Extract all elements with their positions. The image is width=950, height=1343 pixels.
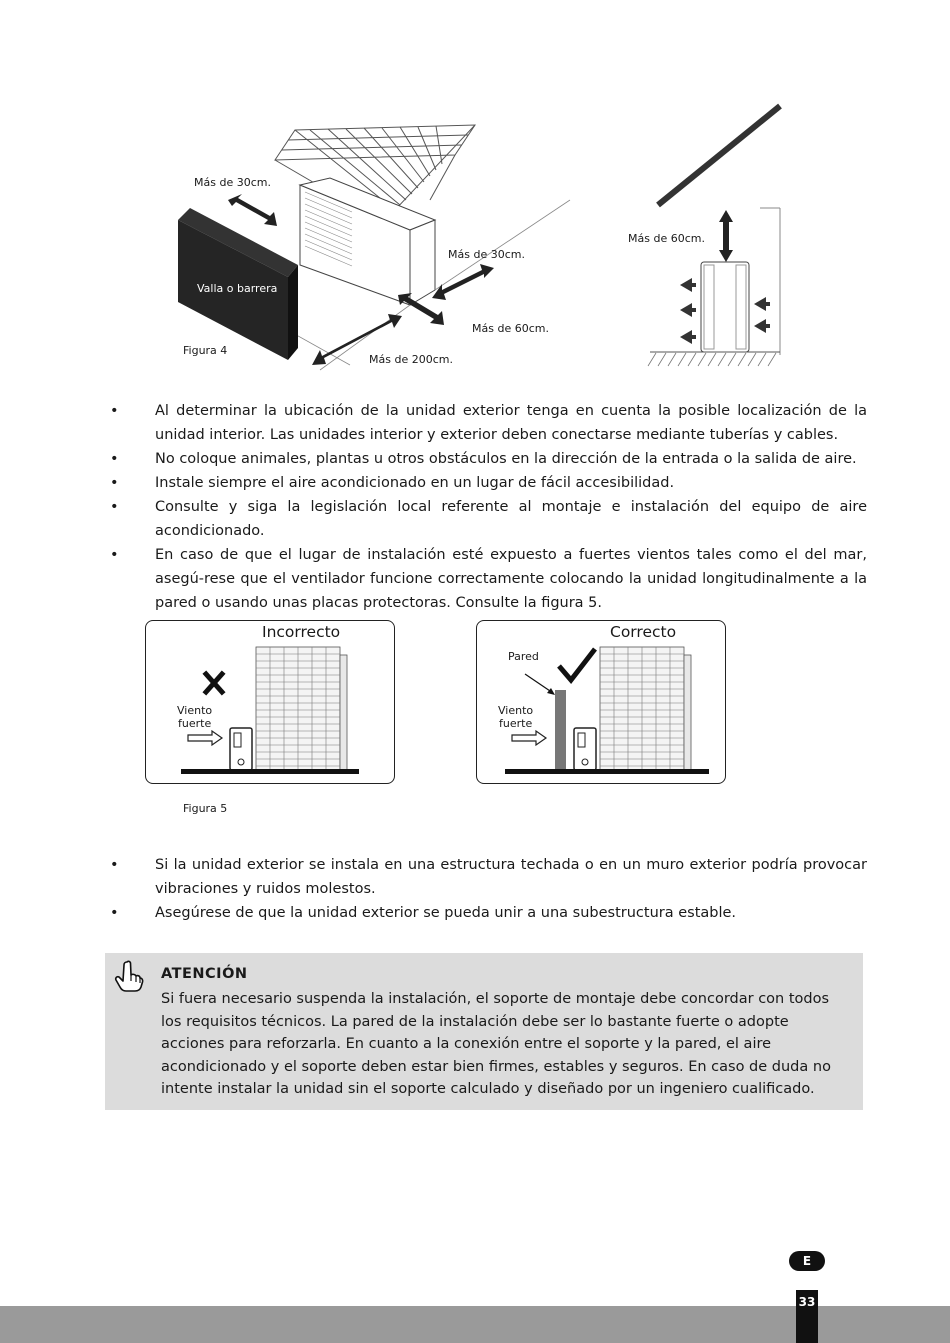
correct-title: Correcto <box>610 623 677 641</box>
correct-wind-label-1: Viento <box>498 704 534 717</box>
side-distance-label: Más de 30cm. <box>448 248 525 261</box>
barrier-label: Valla o barrera <box>197 282 278 295</box>
incorrect-wind-label-2: fuerte <box>178 717 212 730</box>
incorrect-title: Incorrecto <box>262 623 341 641</box>
figure-4-illustration <box>170 120 590 375</box>
list-item: • Si la unidad exterior se instala en una estructura techada o en un muro exterior podría provocar vibraciones y ruidos molestos. <box>110 857 867 897</box>
rear-distance-label: Más de 60cm. <box>472 322 549 335</box>
list-item: • Asegúrese de que la unidad exterior se pueda unir a una subestructura estable. <box>110 905 737 921</box>
figure-5-caption: Figura 5 <box>183 802 228 815</box>
attention-title: ATENCIÓN <box>161 966 248 982</box>
checkmark-icon <box>559 649 595 680</box>
incorrect-wind-label-1: Viento <box>177 704 213 717</box>
page-number-tab <box>796 1290 818 1343</box>
language-badge: E <box>789 1251 825 1271</box>
pointing-hand-icon <box>112 960 146 992</box>
list-item: • Consulte y siga la legislación local referente al montaje e instalación del equipo de aire acondicionado. <box>110 499 867 539</box>
top-distance-label: Más de 60cm. <box>628 232 705 245</box>
attention-text: Si fuera necesario suspenda la instalación, el soporte de montaje debe concordar con todos los requisitos técnicos. La pared de la instalación debe ser lo bastante fuerte o adopte acciones para reforzarla. En cuanto a la conexión entre el soporte y la pared, el aire acondicionado y el soporte deben estar bien firmes, estables y seguros. En caso de duda no intente instalar la unidad sin el soporte calculado y diseñado por un ingeniero cualificado. <box>161 991 831 1097</box>
wall-label: Pared <box>508 650 539 663</box>
bullet-list-bottom <box>0 853 950 925</box>
front-distance-label: Más de 200cm. <box>369 353 453 366</box>
page-number: 33 <box>798 1295 816 1309</box>
figure-4-caption: Figura 4 <box>183 344 228 357</box>
bullet-list-top <box>0 399 950 615</box>
list-item: • En caso de que el lugar de instalación esté expuesto a fuertes vientos tales como el del mar, asegú-rese que el ventilador funcione correctamente colocando la unidad longitudinalmente a la pared o usando unas placas protectoras. Consulte la figura 5. <box>110 547 867 611</box>
fence-distance-label: Más de 30cm. <box>194 176 271 189</box>
list-item: • Instale siempre el aire acondicionado en un lugar de fácil accesibilidad. <box>110 475 675 491</box>
correct-wind-label-2: fuerte <box>499 717 533 730</box>
cross-icon <box>206 674 222 692</box>
list-item: • Al determinar la ubicación de la unidad exterior tenga en cuenta la posible localización de la unidad interior. Las unidades interior y exterior deben conectarse mediante tuberías y cables. <box>110 403 867 443</box>
list-item: • No coloque animales, plantas u otros obstáculos en la dirección de la entrada o la salida de aire. <box>110 451 857 467</box>
